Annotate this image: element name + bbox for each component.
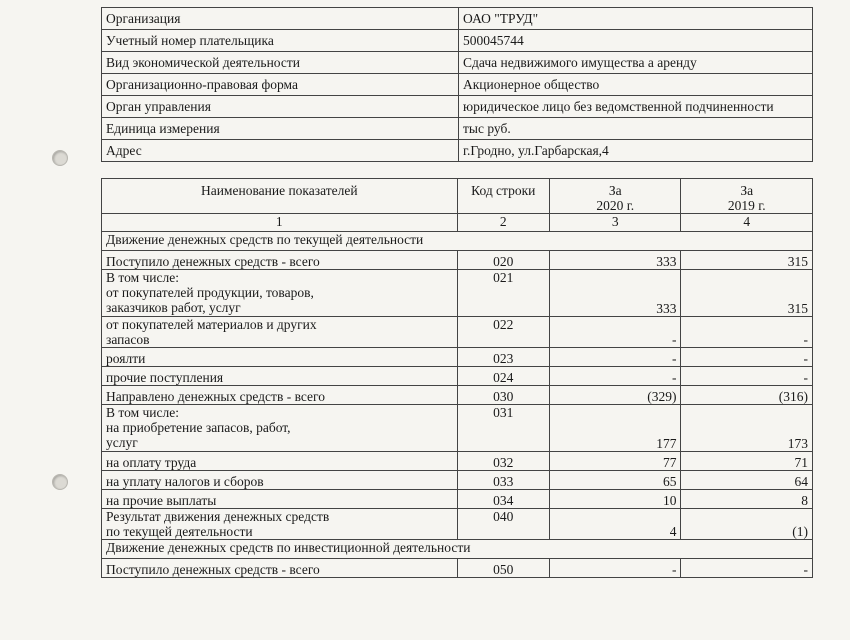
column-number: 1: [102, 214, 458, 232]
row-code: 033: [457, 471, 549, 490]
value-2020: -: [549, 367, 681, 386]
value-2020: 77: [549, 452, 681, 471]
row-name: [102, 405, 458, 452]
row-name-line: В том числе:: [106, 270, 179, 285]
row-code: 031: [457, 405, 549, 452]
info-value: тыс руб.: [459, 118, 813, 140]
header-2019: [681, 179, 813, 214]
info-label: Орган управления: [102, 96, 459, 118]
table-row: [102, 251, 813, 270]
row-name-line: на приобретение запасов, работ,: [106, 420, 291, 435]
table-row: [102, 348, 813, 367]
row-name: роялти: [102, 348, 458, 367]
row-code: 034: [457, 490, 549, 509]
row-name-line: по текущей деятельности: [106, 524, 253, 539]
value-2020: -: [549, 317, 681, 348]
row-name: прочие поступления: [102, 367, 458, 386]
row-name-line: услуг: [106, 435, 138, 450]
row-name-line: заказчиков работ, услуг: [106, 300, 241, 315]
header-2020-line1: За: [608, 183, 622, 198]
value-2019: 315: [681, 251, 813, 270]
value-2019: 173: [681, 405, 813, 452]
row-name: Поступило денежных средств - всего: [102, 251, 458, 270]
value-2019: (1): [681, 509, 813, 540]
info-row: [102, 118, 813, 140]
info-value: г.Гродно, ул.Гарбарская,4: [459, 140, 813, 162]
table-row: [102, 509, 813, 540]
row-name-line: от покупателей материалов и других: [106, 317, 317, 332]
section-row: [102, 540, 813, 559]
info-label: Организационно-правовая форма: [102, 74, 459, 96]
row-name: на уплату налогов и сборов: [102, 471, 458, 490]
section-title: Движение денежных средств по инвестиционной деятельности: [102, 540, 813, 559]
header-2020-line2: 2020 г.: [596, 198, 635, 213]
table-row: [102, 270, 813, 317]
value-2019: 315: [681, 270, 813, 317]
value-2020: 177: [549, 405, 681, 452]
value-2020: 4: [549, 509, 681, 540]
header-2019-line1: За: [740, 183, 754, 198]
value-2020: 65: [549, 471, 681, 490]
value-2019: 64: [681, 471, 813, 490]
value-2020: (329): [549, 386, 681, 405]
cash-flow-table: [101, 178, 813, 578]
row-name: Направлено денежных средств - всего: [102, 386, 458, 405]
value-2019: -: [681, 317, 813, 348]
value-2020: 333: [549, 251, 681, 270]
row-code: 022: [457, 317, 549, 348]
row-code: 023: [457, 348, 549, 367]
value-2020: -: [549, 348, 681, 367]
value-2019: (316): [681, 386, 813, 405]
header-name: Наименование показателей: [102, 179, 458, 214]
row-name: [102, 270, 458, 317]
row-name-line: Результат движения денежных средств: [106, 509, 330, 524]
info-label: Вид экономической деятельности: [102, 52, 459, 74]
info-row: [102, 96, 813, 118]
row-name: [102, 317, 458, 348]
value-2020: -: [549, 559, 681, 578]
column-numbers-row: [102, 214, 813, 232]
row-code: 024: [457, 367, 549, 386]
column-number: 2: [457, 214, 549, 232]
info-value: юридическое лицо без ведомственной подчиненности: [459, 96, 813, 118]
value-2020: 10: [549, 490, 681, 509]
table-row: [102, 317, 813, 348]
info-value: ОАО "ТРУД": [459, 8, 813, 30]
table-row: [102, 452, 813, 471]
punch-hole: [52, 474, 68, 490]
info-value: Сдача недвижимого имущества а аренду: [459, 52, 813, 74]
table-row: [102, 559, 813, 578]
row-code: 032: [457, 452, 549, 471]
row-name: на оплату труда: [102, 452, 458, 471]
row-name-line: В том числе:: [106, 405, 179, 420]
column-number: 4: [681, 214, 813, 232]
row-code: 020: [457, 251, 549, 270]
table-header-row: [102, 179, 813, 214]
value-2019: -: [681, 559, 813, 578]
section-title: Движение денежных средств по текущей деятельности: [102, 232, 813, 251]
header-2020: [549, 179, 681, 214]
info-row: [102, 8, 813, 30]
header-code: Код строки: [457, 179, 549, 214]
info-value: 500045744: [459, 30, 813, 52]
value-2019: 8: [681, 490, 813, 509]
value-2019: 71: [681, 452, 813, 471]
section-row: [102, 232, 813, 251]
header-2019-line2: 2019 г.: [727, 198, 766, 213]
table-row: [102, 490, 813, 509]
table-row: [102, 367, 813, 386]
info-label: Учетный номер плательщика: [102, 30, 459, 52]
table-row: [102, 471, 813, 490]
row-code: 040: [457, 509, 549, 540]
row-name: Поступило денежных средств - всего: [102, 559, 458, 578]
row-name-line: от покупателей продукции, товаров,: [106, 285, 314, 300]
info-label: Единица измерения: [102, 118, 459, 140]
row-code: 030: [457, 386, 549, 405]
row-code: 021: [457, 270, 549, 317]
info-value: Акционерное общество: [459, 74, 813, 96]
row-name: на прочие выплаты: [102, 490, 458, 509]
info-label: Адрес: [102, 140, 459, 162]
info-label: Организация: [102, 8, 459, 30]
value-2019: -: [681, 367, 813, 386]
info-row: [102, 30, 813, 52]
row-code: 050: [457, 559, 549, 578]
row-name: [102, 509, 458, 540]
column-number: 3: [549, 214, 681, 232]
organization-info-table: [101, 7, 813, 162]
info-row: [102, 52, 813, 74]
value-2020: 333: [549, 270, 681, 317]
table-row: [102, 386, 813, 405]
punch-hole: [52, 150, 68, 166]
row-name-line: запасов: [106, 332, 150, 347]
info-row: [102, 74, 813, 96]
info-row: [102, 140, 813, 162]
value-2019: -: [681, 348, 813, 367]
table-row: [102, 405, 813, 452]
